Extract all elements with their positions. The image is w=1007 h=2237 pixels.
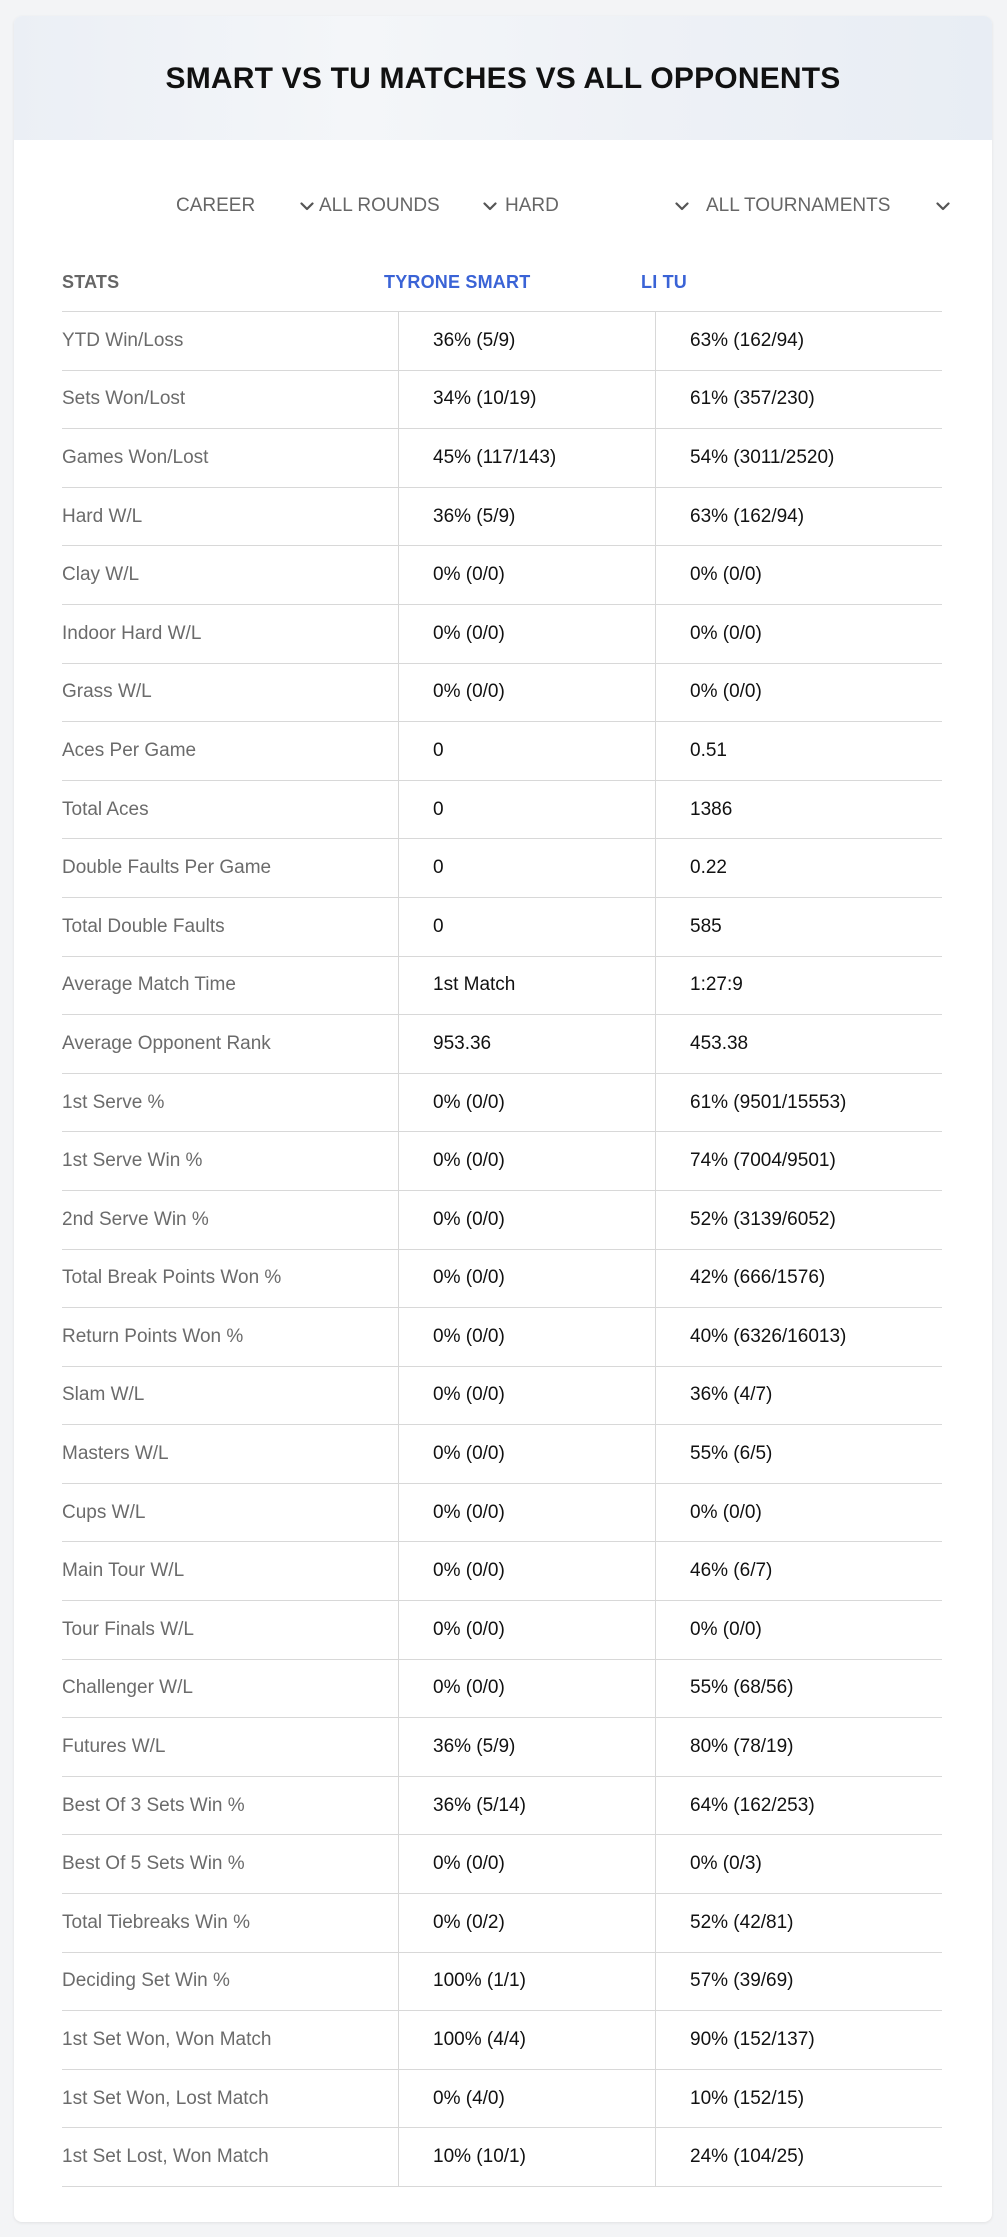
- stat-label: Main Tour W/L: [62, 1560, 185, 1582]
- player1-value: 36% (5/9): [433, 1736, 516, 1758]
- tournaments-select-value: ALL TOURNAMENTS: [706, 195, 891, 216]
- table-row: [62, 371, 942, 430]
- table-row: [62, 839, 942, 898]
- player2-value: 0.51: [690, 739, 727, 761]
- player1-value: 0% (0/0): [433, 1384, 505, 1406]
- player1-value: 0% (0/2): [433, 1911, 505, 1933]
- stat-label: Futures W/L: [62, 1736, 166, 1758]
- table-row: [62, 957, 942, 1016]
- player2-value: 63% (162/94): [690, 329, 805, 351]
- table-row: [62, 1074, 942, 1133]
- player1-value: 100% (4/4): [433, 2029, 526, 2051]
- stat-label: Best Of 5 Sets Win %: [62, 1853, 245, 1875]
- stat-label: Average Opponent Rank: [62, 1032, 271, 1054]
- player2-value: 1:27:9: [690, 974, 743, 996]
- stat-label: Total Tiebreaks Win %: [62, 1911, 250, 1933]
- player1-value: 953.36: [433, 1032, 492, 1054]
- player2-value: 0.22: [690, 857, 727, 879]
- player2-value: 55% (6/5): [690, 1443, 773, 1465]
- table-row: [62, 2011, 942, 2070]
- table-row: [62, 1718, 942, 1777]
- table-row: [62, 1191, 942, 1250]
- player1-value: 0% (4/0): [433, 2087, 505, 2109]
- player2-value: 61% (9501/15553): [690, 1091, 847, 1113]
- stat-label: 1st Serve %: [62, 1091, 165, 1113]
- player1-value: 100% (1/1): [433, 1970, 526, 1992]
- card-header: [14, 16, 992, 140]
- player1-value: 0% (0/0): [433, 1208, 505, 1230]
- stat-label: Double Faults Per Game: [62, 857, 272, 879]
- player2-value: 0% (0/3): [690, 1853, 762, 1875]
- table-row: [62, 1132, 942, 1191]
- table-row: [62, 605, 942, 664]
- stat-label: 1st Serve Win %: [62, 1150, 203, 1172]
- player2-value: 40% (6326/16013): [690, 1325, 847, 1347]
- stat-label: Clay W/L: [62, 564, 140, 586]
- player2-value: 54% (3011/2520): [690, 446, 835, 468]
- table-row: [62, 312, 942, 371]
- table-row: [62, 2070, 942, 2129]
- player2-value: 74% (7004/9501): [690, 1150, 836, 1172]
- player1-value: 36% (5/14): [433, 1794, 526, 1816]
- surface-select-value: HARD: [505, 195, 559, 216]
- filter-bar: [14, 186, 992, 226]
- column-divider: [398, 312, 399, 2187]
- table-row: [62, 1015, 942, 1074]
- player2-value: 453.38: [690, 1032, 749, 1054]
- stat-label: 1st Set Lost, Won Match: [62, 2146, 269, 2168]
- player1-value: 45% (117/143): [433, 446, 557, 468]
- stat-label: Total Double Faults: [62, 915, 225, 937]
- chevron-down-icon: [934, 197, 952, 215]
- player1-value: 0% (0/0): [433, 1618, 505, 1640]
- player1-value: 0% (0/0): [433, 1560, 505, 1582]
- table-row: [62, 488, 942, 547]
- stat-label: Deciding Set Win %: [62, 1970, 230, 1992]
- player1-value: 0: [433, 915, 444, 937]
- stat-label: 2nd Serve Win %: [62, 1208, 209, 1230]
- player2-value: 0% (0/0): [690, 1501, 762, 1523]
- player2-value: 24% (104/25): [690, 2146, 805, 2168]
- player1-value: 0% (0/0): [433, 1267, 505, 1289]
- player2-value: 57% (39/69): [690, 1970, 794, 1992]
- table-row: [62, 1835, 942, 1894]
- player2-value: 80% (78/19): [690, 1736, 794, 1758]
- player1-value: 36% (5/9): [433, 329, 516, 351]
- stat-label: 1st Set Won, Won Match: [62, 2029, 272, 2051]
- table-row: [62, 898, 942, 957]
- player1-value: 1st Match: [433, 974, 516, 996]
- stat-label: Grass W/L: [62, 681, 152, 703]
- player1-value: 0% (0/0): [433, 1443, 505, 1465]
- player1-column-header[interactable]: TYRONE SMART: [384, 272, 531, 292]
- stat-label: Hard W/L: [62, 505, 143, 527]
- stat-label: Indoor Hard W/L: [62, 622, 202, 644]
- table-row: [62, 781, 942, 840]
- player1-value: 36% (5/9): [433, 505, 516, 527]
- surface-select[interactable]: [505, 186, 691, 226]
- stats-column-header: STATS: [62, 272, 120, 292]
- table-row: [62, 546, 942, 605]
- player2-value: 55% (68/56): [690, 1677, 794, 1699]
- player2-value: 52% (3139/6052): [690, 1208, 836, 1230]
- chevron-down-icon: [673, 197, 691, 215]
- stat-label: YTD Win/Loss: [62, 329, 184, 351]
- stat-label: Total Aces: [62, 798, 149, 820]
- player2-value: 0% (0/0): [690, 622, 762, 644]
- player2-value: 10% (152/15): [690, 2087, 805, 2109]
- player2-column-header[interactable]: LI TU: [641, 272, 687, 292]
- player2-value: 46% (6/7): [690, 1560, 773, 1582]
- table-row: [62, 429, 942, 488]
- stat-label: Masters W/L: [62, 1443, 169, 1465]
- table-row: [62, 1601, 942, 1660]
- player2-value: 90% (152/137): [690, 2029, 815, 2051]
- stat-label: Sets Won/Lost: [62, 388, 186, 410]
- table-body: [62, 312, 942, 2187]
- tournaments-select[interactable]: [706, 186, 952, 226]
- table-row: [62, 1308, 942, 1367]
- page-title: SMART VS TU MATCHES VS ALL OPPONENTS: [165, 62, 841, 95]
- stat-label: Tour Finals W/L: [62, 1618, 194, 1640]
- player1-value: 0: [433, 798, 444, 820]
- player1-value: 0% (0/0): [433, 1150, 505, 1172]
- period-select[interactable]: [176, 186, 316, 226]
- player1-value: 0% (0/0): [433, 1091, 505, 1113]
- table-row: [62, 2128, 942, 2187]
- player1-value: 0% (0/0): [433, 622, 505, 644]
- table-row: [62, 1660, 942, 1719]
- player1-value: 0% (0/0): [433, 1677, 505, 1699]
- player2-value: 36% (4/7): [690, 1384, 773, 1406]
- stat-label: Return Points Won %: [62, 1325, 244, 1347]
- table-row: [62, 1777, 942, 1836]
- player1-value: 0: [433, 739, 444, 761]
- player1-value: 0% (0/0): [433, 681, 505, 703]
- stats-table: [62, 248, 942, 2187]
- stat-label: Best Of 3 Sets Win %: [62, 1794, 245, 1816]
- player1-value: 0% (0/0): [433, 1853, 505, 1875]
- stat-label: Slam W/L: [62, 1384, 145, 1406]
- player2-value: 63% (162/94): [690, 505, 805, 527]
- stats-card: [14, 16, 992, 2222]
- rounds-select[interactable]: [319, 186, 499, 226]
- player1-value: 0% (0/0): [433, 564, 505, 586]
- chevron-down-icon: [298, 197, 316, 215]
- stat-label: Average Match Time: [62, 974, 236, 996]
- stat-label: 1st Set Won, Lost Match: [62, 2087, 269, 2109]
- period-select-value: CAREER: [176, 195, 256, 216]
- table-row: [62, 1953, 942, 2012]
- table-row: [62, 1542, 942, 1601]
- player2-value: 42% (666/1576): [690, 1267, 826, 1289]
- stat-label: Games Won/Lost: [62, 446, 209, 468]
- player2-value: 61% (357/230): [690, 388, 815, 410]
- column-divider: [655, 312, 656, 2187]
- player2-value: 0% (0/0): [690, 681, 762, 703]
- chevron-down-icon: [481, 197, 499, 215]
- player1-value: 34% (10/19): [433, 388, 537, 410]
- player2-value: 1386: [690, 798, 733, 820]
- stat-label: Challenger W/L: [62, 1677, 193, 1699]
- player2-value: 0% (0/0): [690, 564, 762, 586]
- table-header: [62, 248, 942, 312]
- table-row: [62, 1250, 942, 1309]
- stat-label: Total Break Points Won %: [62, 1267, 282, 1289]
- player2-value: 64% (162/253): [690, 1794, 815, 1816]
- player1-value: 10% (10/1): [433, 2146, 526, 2168]
- stat-label: Cups W/L: [62, 1501, 146, 1523]
- stat-label: Aces Per Game: [62, 739, 197, 761]
- table-row: [62, 664, 942, 723]
- player1-value: 0% (0/0): [433, 1325, 505, 1347]
- player2-value: 52% (42/81): [690, 1911, 794, 1933]
- table-row: [62, 722, 942, 781]
- player2-value: 585: [690, 915, 722, 937]
- rounds-select-value: ALL ROUNDS: [319, 195, 440, 216]
- table-row: [62, 1894, 942, 1953]
- table-row: [62, 1425, 942, 1484]
- table-row: [62, 1367, 942, 1426]
- player1-value: 0% (0/0): [433, 1501, 505, 1523]
- player1-value: 0: [433, 857, 444, 879]
- table-row: [62, 1484, 942, 1543]
- player2-value: 0% (0/0): [690, 1618, 762, 1640]
